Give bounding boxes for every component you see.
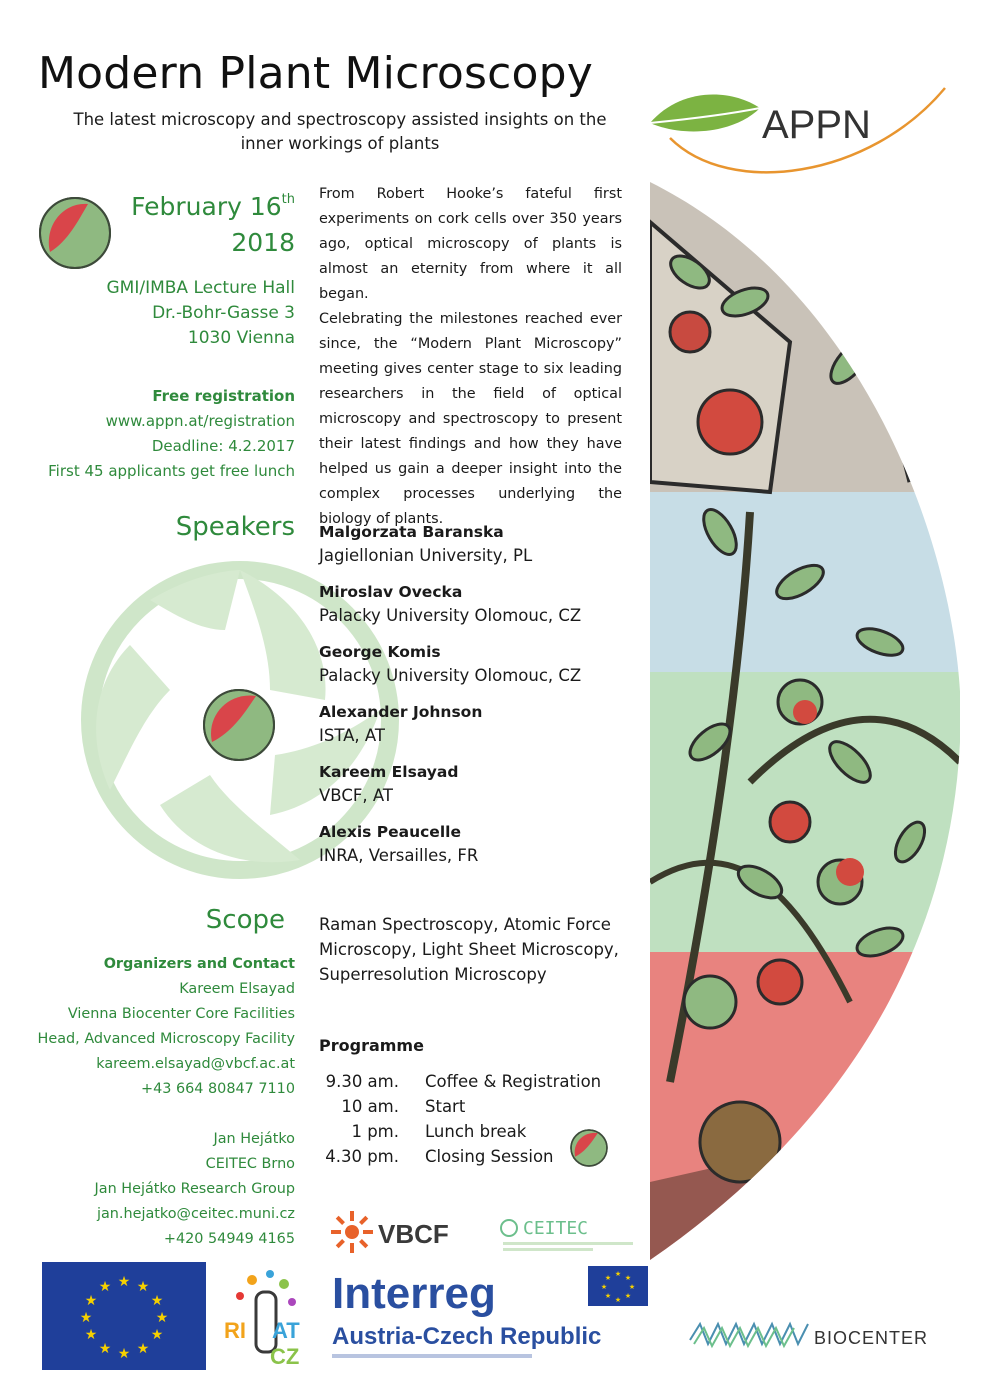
subtitle-line-1: The latest microscopy and spectroscopy assisted insights on the	[73, 110, 607, 129]
plant-painting	[650, 182, 960, 1260]
registration-lunch: First 45 applicants get free lunch	[48, 462, 295, 480]
speaker-affiliation: Palacky University Olomouc, CZ	[319, 666, 582, 685]
appn-logo	[640, 78, 950, 188]
speakers-heading: Speakers	[175, 512, 295, 542]
svg-text:★: ★	[98, 1341, 112, 1357]
contacts-block	[20, 952, 295, 1252]
speaker-item	[319, 580, 649, 640]
riat-logo-text-3: CZ	[270, 1344, 300, 1369]
svg-text:★: ★	[150, 1327, 164, 1343]
vbcf-logo-text: VBCF	[378, 1219, 449, 1249]
page-subtitle	[40, 108, 640, 156]
date-day: February 16	[131, 192, 282, 221]
contact-role: Jan Hejátko Research Group	[94, 1181, 295, 1197]
leaf-icon	[650, 94, 760, 131]
riat-logo-text-2: AT	[272, 1318, 300, 1343]
vienna-biocenter-logo	[688, 1314, 928, 1354]
programme-time: 4.30 pm.	[325, 1147, 399, 1166]
intro-paragraph-1: From Robert Hooke’s fateful first experiments on cork cells over 350 years ago, optical microscopy of plants is almost an eternity from where it all began.	[319, 186, 622, 302]
svg-text:★: ★	[604, 1292, 612, 1300]
programme-row	[319, 1069, 619, 1094]
speaker-item	[319, 640, 649, 700]
contact-org: Vienna Biocenter Core Facilities	[67, 1006, 295, 1022]
svg-text:★: ★	[155, 1310, 169, 1326]
tomato-cell-icon-center	[202, 688, 276, 762]
tomato-cell-icon-small	[570, 1129, 608, 1167]
contact-org: CEITEC Brno	[205, 1156, 295, 1172]
svg-text:★: ★	[614, 1270, 622, 1278]
ceitec-logo-text: CEITEC	[523, 1218, 589, 1239]
venue-street: Dr.-Bohr-Gasse 3	[152, 303, 295, 323]
speaker-affiliation: ISTA, AT	[319, 726, 385, 745]
contact-name: Kareem Elsayad	[179, 981, 295, 997]
speaker-name: Kareem Elsayad	[319, 763, 459, 781]
riat-cz-logo	[222, 1262, 310, 1370]
speaker-affiliation: VBCF, AT	[319, 786, 393, 805]
venue-hall: GMI/IMBA Lecture Hall	[106, 278, 295, 298]
date-suffix: th	[281, 192, 295, 207]
event-date	[100, 182, 295, 261]
registration-title: Free registration	[152, 387, 295, 405]
venue-city: 1030 Vienna	[187, 328, 295, 348]
speaker-affiliation: Jagiellonian University, PL	[319, 546, 533, 565]
speaker-item	[319, 700, 649, 760]
programme-event: Closing Session	[425, 1147, 554, 1166]
svg-text:★: ★	[117, 1346, 131, 1362]
svg-text:★: ★	[624, 1292, 632, 1300]
programme-event: Coffee & Registration	[425, 1072, 602, 1091]
registration-info	[20, 384, 295, 484]
eu-flag-icon	[42, 1262, 206, 1370]
programme-event: Lunch break	[425, 1122, 527, 1141]
interreg-logo-text: Interreg	[332, 1269, 496, 1318]
speaker-name: George Komis	[319, 643, 441, 661]
programme-heading: Programme	[319, 1036, 424, 1055]
svg-text:★: ★	[600, 1283, 608, 1291]
programme-row	[319, 1094, 619, 1119]
speaker-name: Alexander Johnson	[319, 703, 483, 721]
registration-deadline: Deadline: 4.2.2017	[151, 437, 295, 455]
contact-email[interactable]: kareem.elsayad@vbcf.ac.at	[96, 1056, 295, 1072]
speaker-name: Miroslav Ovecka	[319, 583, 463, 601]
svg-text:★: ★	[604, 1274, 612, 1282]
svg-text:★: ★	[136, 1279, 150, 1295]
programme-time: 9.30 am.	[325, 1072, 399, 1091]
speaker-affiliation: INRA, Versailles, FR	[319, 846, 479, 865]
speaker-item	[319, 760, 649, 820]
intro-text	[319, 182, 622, 532]
subtitle-line-2: inner workings of plants	[240, 134, 440, 153]
contact-name: Jan Hejátko	[213, 1131, 295, 1147]
programme-time: 10 am.	[341, 1097, 399, 1116]
speaker-name: Malgorzata Baranska	[319, 523, 504, 541]
svg-text:★: ★	[614, 1296, 622, 1304]
scope-heading: Scope	[205, 905, 285, 935]
vbcf-logo	[330, 1208, 490, 1256]
programme-event: Start	[425, 1097, 466, 1116]
speaker-item	[319, 520, 649, 580]
registration-url[interactable]: www.appn.at/registration	[105, 412, 295, 430]
intro-paragraph-2: Celebrating the milestones reached ever since, the “Modern Plant Microscopy” meeting gives center stage to six leading researchers in the field of optical microscopy and spectroscopy to present their latest findings and how they have helped us gain a deeper insight into the complex processes underlying the biology of plants.	[319, 311, 622, 527]
ceitec-logo	[495, 1212, 645, 1256]
speaker-name: Alexis Peaucelle	[319, 823, 461, 841]
contact-phone: +43 664 80847 7110	[141, 1081, 295, 1097]
svg-text:★: ★	[98, 1279, 112, 1295]
date-year: 2018	[231, 228, 295, 257]
page-title: Modern Plant Microscopy	[38, 48, 593, 99]
interreg-region-text: Austria-Czech Republic	[332, 1323, 602, 1350]
svg-text:★: ★	[136, 1341, 150, 1357]
svg-text:★: ★	[84, 1327, 98, 1343]
event-venue	[60, 276, 295, 351]
svg-text:★: ★	[624, 1274, 632, 1282]
programme-time: 1 pm.	[351, 1122, 399, 1141]
svg-text:★: ★	[79, 1310, 93, 1326]
riat-logo-text-1: RI	[224, 1318, 246, 1343]
speaker-item	[319, 820, 649, 880]
svg-text:★: ★	[150, 1293, 164, 1309]
appn-logo-text: APPN	[762, 103, 871, 147]
contact-role: Head, Advanced Microscopy Facility	[37, 1031, 295, 1047]
contact-email[interactable]: jan.hejatko@ceitec.muni.cz	[96, 1206, 295, 1222]
svg-text:★: ★	[628, 1283, 636, 1291]
biocenter-logo-text: BIOCENTER	[814, 1328, 928, 1348]
contacts-heading: Organizers and Contact	[103, 956, 295, 972]
contact-phone: +420 54949 4165	[163, 1231, 295, 1247]
speaker-affiliation: Palacky University Olomouc, CZ	[319, 606, 582, 625]
interreg-logo	[330, 1262, 650, 1368]
svg-text:★: ★	[117, 1274, 131, 1290]
speakers-list	[319, 520, 649, 880]
svg-text:★: ★	[84, 1293, 98, 1309]
scope-text: Raman Spectroscopy, Atomic Force Microscopy, Light Sheet Microscopy, Superresolution Microscopy	[319, 915, 619, 984]
